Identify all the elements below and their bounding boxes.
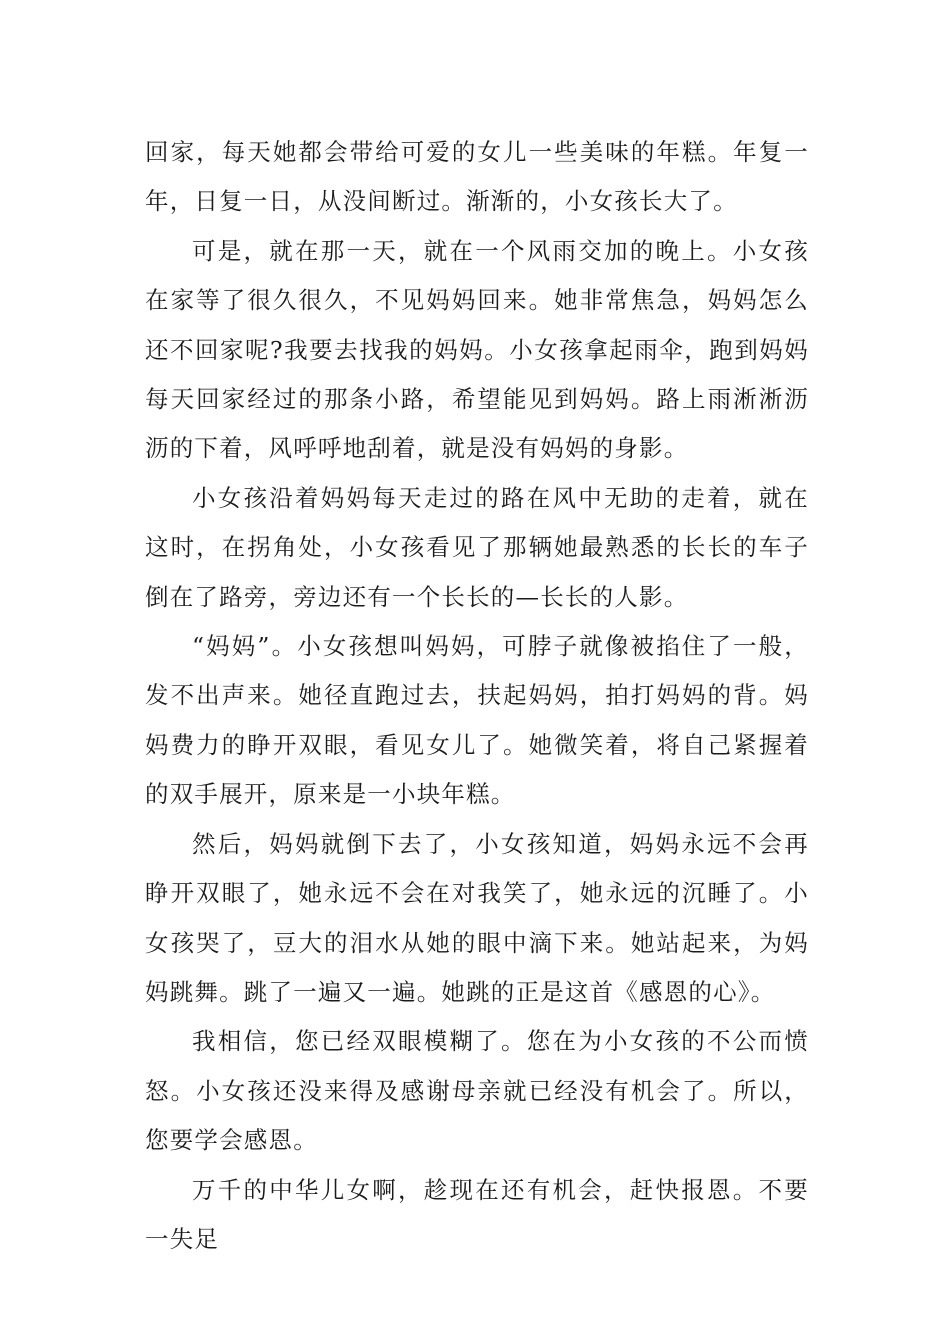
- paragraph-4: “妈妈”。小女孩想叫妈妈，可脖子就像被掐住了一般，发不出声来。她径直跑过去，扶起妈妈，拍打妈妈的背。妈妈费力的睁开双眼，看见女儿了。她微笑着，将自己紧握着的双手展开，原来是一小块年糕。: [145, 632, 809, 809]
- document-body: [145, 128, 809, 1264]
- paragraph-1: 回家，每天她都会带给可爱的女儿一些美味的年糕。年复一年，日复一日，从没间断过。渐渐的，小女孩长大了。: [145, 138, 809, 216]
- paragraph-6: 我相信，您已经双眼模糊了。您在为小女孩的不公而愤怒。小女孩还没来得及感谢母亲就已经没有机会了。所以，您要学会感恩。: [145, 1027, 809, 1155]
- paragraph-5: 然后，妈妈就倒下去了，小女孩知道，妈妈永远不会再睁开双眼了，她永远不会在对我笑了，她永远的沉睡了。小女孩哭了，豆大的泪水从她的眼中滴下来。她站起来，为妈妈跳舞。跳了一遍又一遍。她跳的正是这首《感恩的心》。: [145, 829, 809, 1006]
- paragraph-7: 万千的中华儿女啊，趁现在还有机会，赶快报恩。不要一失足: [145, 1175, 809, 1253]
- paragraph-2: 可是，就在那一天，就在一个风雨交加的晚上。小女孩在家等了很久很久，不见妈妈回来。她非常焦急，妈妈怎么还不回家呢?我要去找我的妈妈。小女孩拿起雨伞，跑到妈妈每天回家经过的那条小路，希望能见到妈妈。路上雨淅淅沥沥的下着，风呼呼地刮着，就是没有妈妈的身影。: [145, 236, 809, 463]
- paragraph-3: 小女孩沿着妈妈每天走过的路在风中无助的走着，就在这时，在拐角处，小女孩看见了那辆她最熟悉的长长的车子倒在了路旁，旁边还有一个长长的—长长的人影。: [145, 483, 809, 611]
